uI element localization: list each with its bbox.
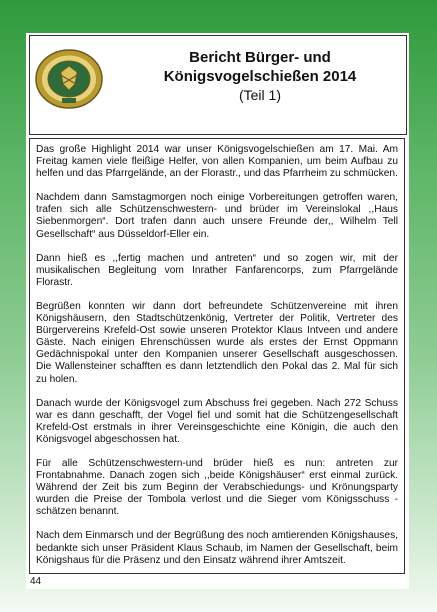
title-line-2: Königsvogelschießen 2014: [163, 68, 357, 85]
paragraph: Danach wurde der Königsvogel zum Abschuss frei gegeben. Nach 272 Schuss war es dann geschafft, der Vogel fiel und somit hat die Schützengesellschaft Krefeld-Ost erstmals in ihrer Vereinsgeschichte eine Königin, die auch den Königsvogel abgeschossen hat.: [36, 397, 398, 445]
title-part: (Teil 1): [238, 87, 281, 103]
paragraph: Nach dem Einmarsch und der Begrüßung des noch amtierenden Königshauses, bedankte sich unser Präsident Klaus Schaub, im Namen der Gesellschaft, beim Königshaus für die Präsenz und den Einsatz während ihrer Amtszeit.: [36, 530, 398, 566]
title-line-1: Bericht Bürger- und: [189, 49, 331, 66]
page-sheet: [26, 33, 409, 589]
paragraph: Nachdem dann Samstagmorgen noch einige Vorbereitungen getroffen waren, trafen sich alle Schützenschwestern- und brüder im Vereinslokal ,,Haus Siebenmorgen“. Dort trafen dann auch unsere Freunde der,, Wilhelm Tell Gesellschaft“ aus Düsseldorf-Eller ein.: [36, 192, 398, 240]
page-number: 44: [30, 576, 42, 587]
article-body: [29, 138, 405, 574]
club-emblem-icon: [34, 48, 104, 110]
paragraph: Das große Highlight 2014 war unser Königsvogelschießen am 17. Mai. Am Freitag kamen viele fleißige Helfer, von allen Kompanien, um beim Aufbau zu helfen und das Pfarrgelände, an der Florastr., und das Pfarrheim zu schmücken.: [36, 144, 398, 180]
header-box: [29, 35, 407, 135]
paragraph: Für alle Schützenschwestern-und brüder hieß es nun: antreten zur Frontabnahme. Danach zogen sich ,,beide Königshäuser“ erst einmal zurück. Während der Zeit bis zum Beginn der Verabschiedungs- und Krönungsparty wurden die Preise der Tombola verlost und die Sieger vom Königsschuss - schätzen benannt.: [36, 457, 398, 518]
article-title: [122, 48, 398, 104]
paragraph: Dann hieß es ,,fertig machen und antreten“ und so zogen wir, mit der musikalischen Begleitung vom Inrather Fanfarencorps, zum Pfarrgelände Florastr.: [36, 252, 398, 288]
paragraph: Begrüßen konnten wir dann dort befreundete Schützenvereine mit ihren Königshäusern, den Stadtschützenkönig, Vertreter der Politik, Vertreter des Bürgervereins Krefeld-Ost sowie unseren Protektor Klaus Intveen und andere Gäste. Nach einigen Ehrenschüssen wurde als erstes der Ernst Oppmann Gedächnispokal unter den Kompanien unserer Gesellschaft ausgeschossen. Die Wallensteiner schafften es dann letztendlich den Pokal das 2. Mal für sich zu holen.: [36, 300, 398, 385]
